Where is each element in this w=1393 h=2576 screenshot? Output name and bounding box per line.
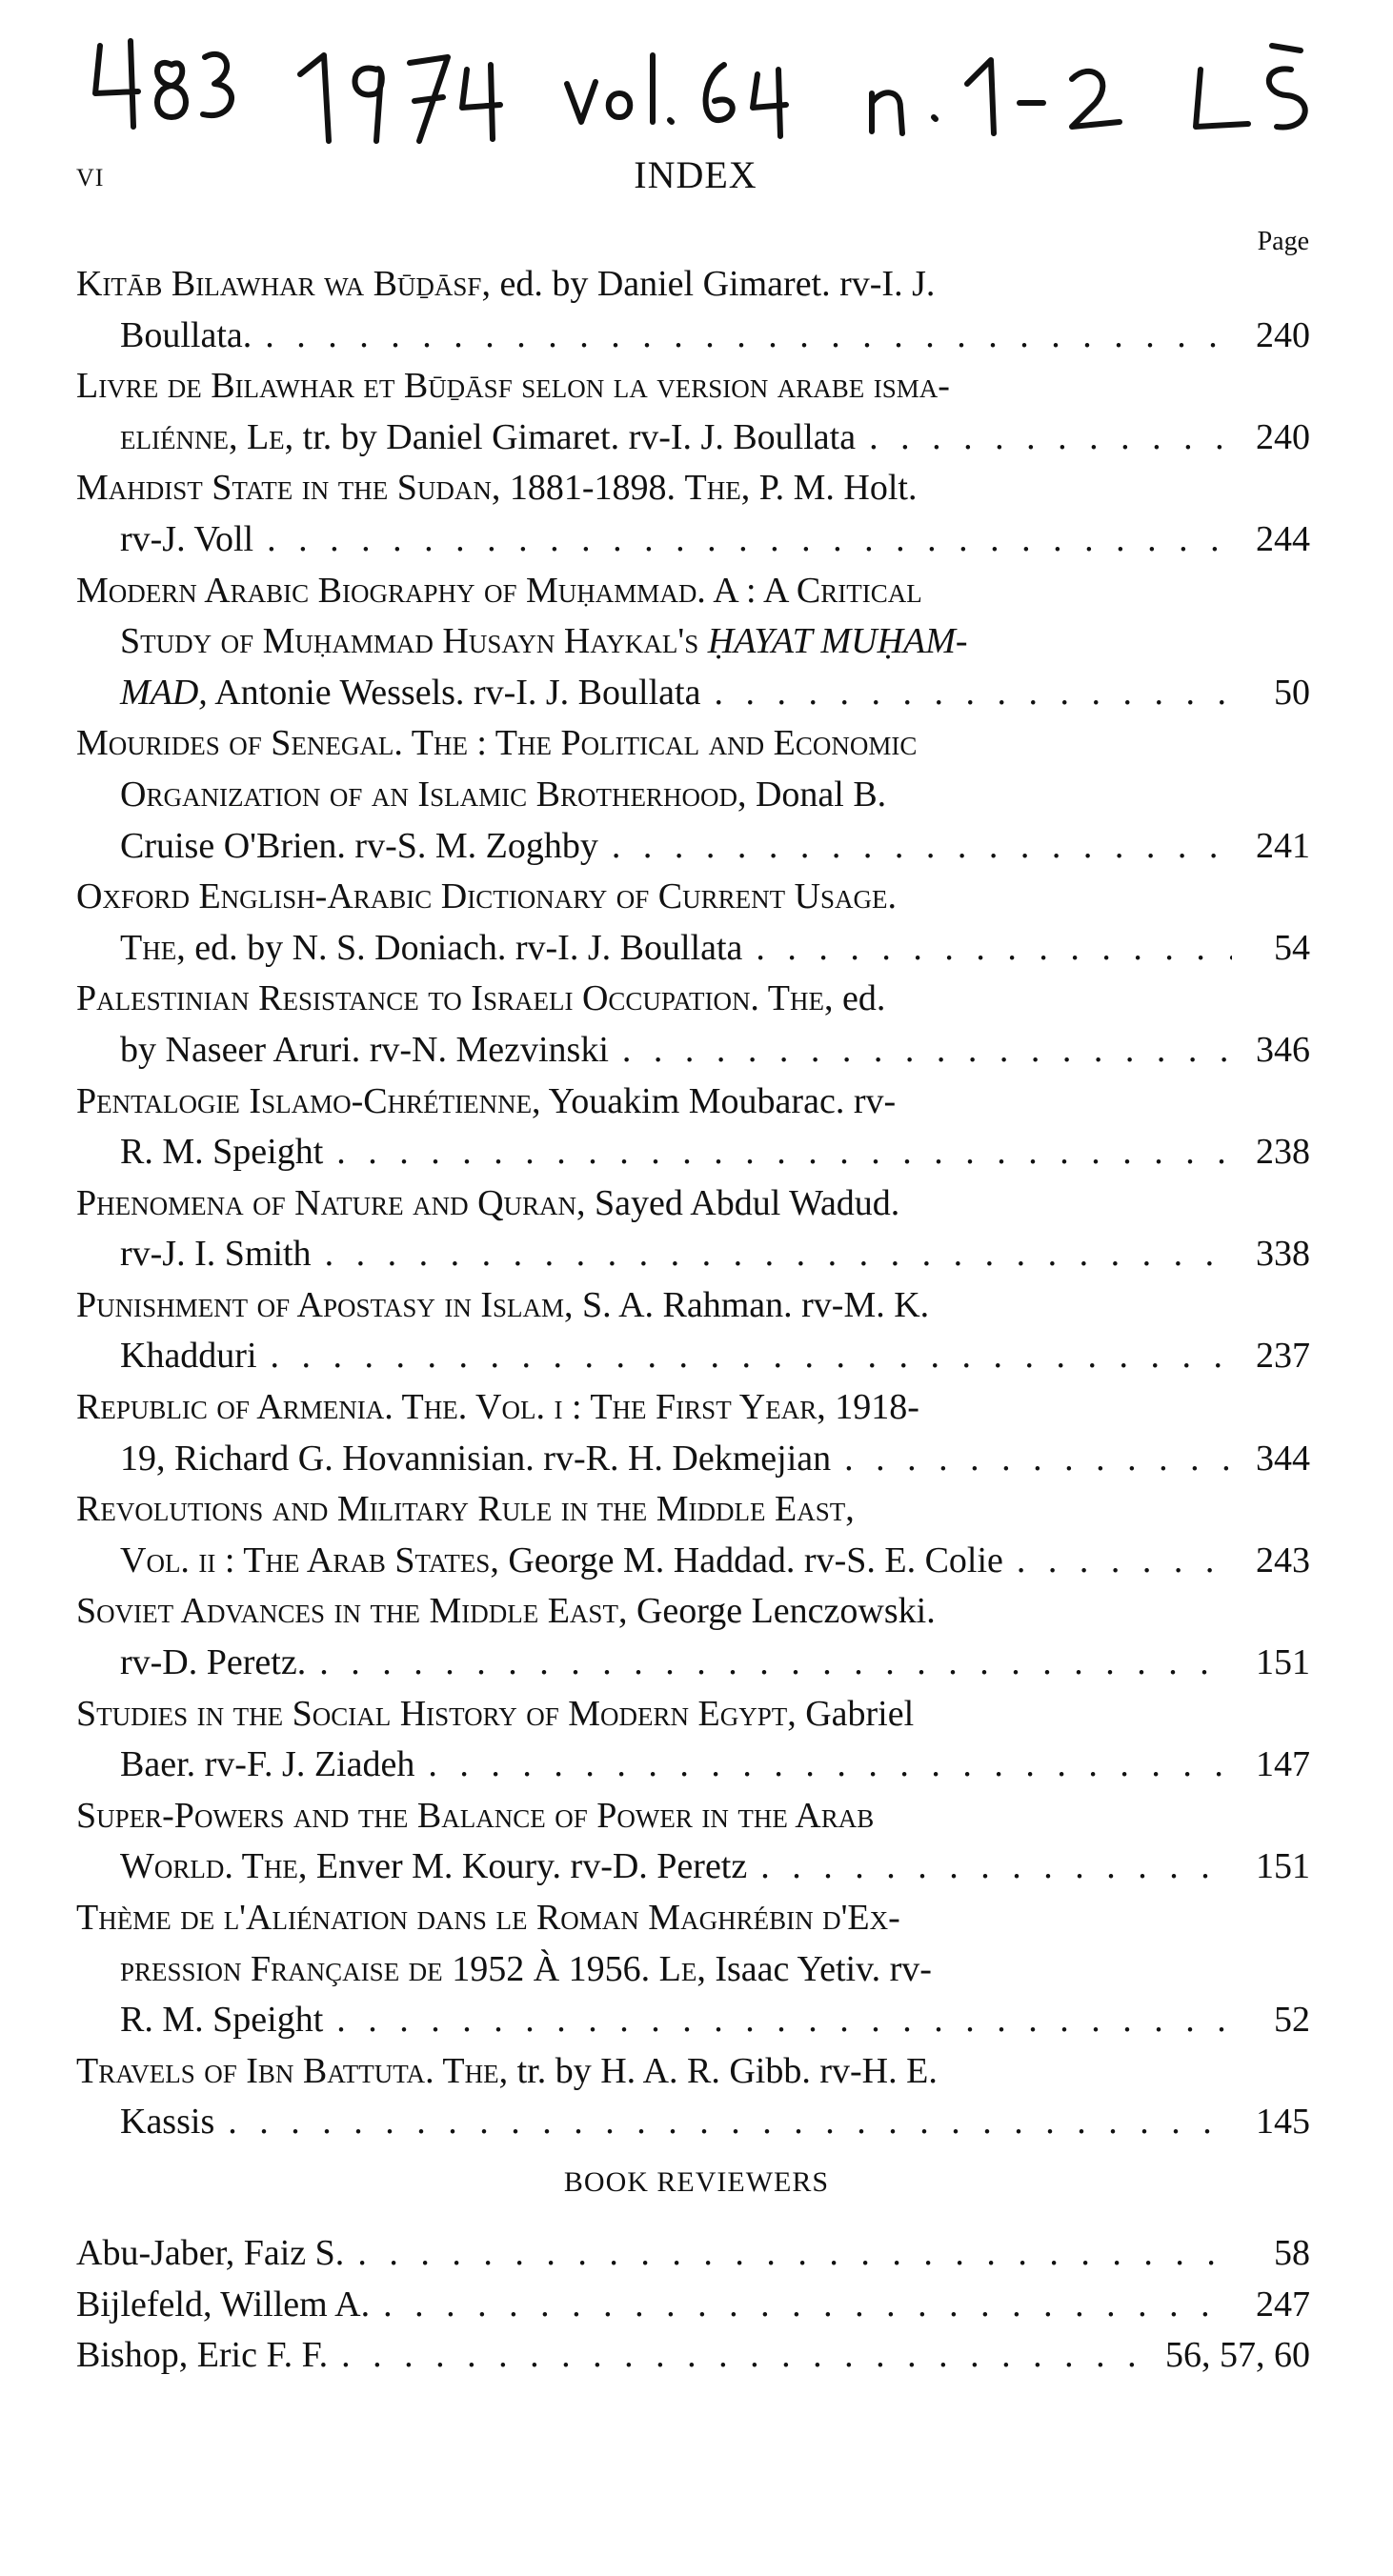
entry-line: [76, 2046, 1310, 2098]
entry-text: [76, 1484, 855, 1536]
entry-text: [120, 1841, 747, 1893]
entry-plain-segment: Baer. rv-F. J. Ziadeh: [120, 1744, 415, 1785]
entry-title-segment: World. The,: [120, 1846, 308, 1887]
leader-dots: [253, 514, 1232, 566]
entry-plain-segment: George Lenczowski.: [627, 1591, 936, 1632]
leader-dots: [370, 2284, 1232, 2325]
entry-text: [120, 923, 742, 975]
entry-text: [120, 413, 856, 464]
leader-dots: [252, 311, 1232, 362]
entry-line: [76, 1382, 1310, 1434]
index-entries: [76, 259, 1310, 2148]
entry-line: [76, 1280, 1310, 1332]
entry-title-segment: Modern Arabic Biography of Muḥammad. A : A Critical: [76, 570, 922, 611]
entry-plain-segment: Youakim Moubarac. rv-: [540, 1080, 897, 1121]
index-entry: [76, 1280, 1310, 1382]
entry-plain-segment: Cruise O'Brien. rv-S. M. Zoghby: [120, 825, 598, 866]
entry-line: [76, 923, 1310, 975]
entry-text: [120, 311, 252, 362]
entry-plain-segment: ed. by N. S. Doniach. rv-I. J. Boullata: [185, 927, 743, 968]
entry-title-segment: Organization of an Islamic Brotherhood,: [120, 774, 747, 815]
book-reviewers-list: [76, 2232, 1310, 2385]
leader-dots: [312, 1229, 1232, 1280]
entry-text: [76, 1791, 874, 1842]
entry-text: [76, 974, 885, 1025]
reviewer-pages: 58: [1274, 2233, 1310, 2273]
entry-line: [76, 1077, 1310, 1128]
index-entry: [76, 1382, 1310, 1484]
entry-text: [120, 1740, 414, 1791]
entry-line: [76, 1893, 1310, 1944]
entry-plain-segment: rv-J. Voll: [120, 518, 254, 559]
entry-line: [76, 1791, 1310, 1842]
entry-plain-segment: Boullata.: [120, 314, 252, 355]
entry-plain-segment: tr. by Daniel Gimaret. rv-I. J. Boullata: [293, 416, 857, 457]
leader-dots: [328, 2334, 1154, 2376]
entry-line: [76, 1229, 1310, 1280]
entry-text: [120, 514, 253, 566]
entry-text: [120, 1229, 312, 1280]
index-entry: [76, 1586, 1310, 1688]
entry-italic-segment: ḤAYAT MUḤAM-: [698, 621, 968, 662]
entry-plain-segment: Antonie Wessels. rv-I. J. Boullata: [207, 672, 701, 713]
index-entry: [76, 1178, 1310, 1280]
entry-title-segment: Palestinian Resistance to Israeli Occupation. The,: [76, 978, 834, 1019]
entry-text: [120, 616, 968, 668]
entry-title-segment: pression Française de: [120, 1948, 443, 1989]
entry-line: [76, 1689, 1310, 1741]
reviewer-row: [76, 2334, 1310, 2385]
index-entry: [76, 566, 1310, 719]
entry-text: [76, 1689, 914, 1741]
entry-text: [76, 1280, 929, 1332]
entry-line: [76, 566, 1310, 617]
entry-plain-segment: Kassis: [120, 2102, 215, 2143]
entry-text: [120, 1025, 609, 1077]
leader-dots: [700, 668, 1232, 719]
entry-line: [76, 1638, 1310, 1689]
entry-line: [76, 974, 1310, 1025]
reviewer-pages: 247: [1256, 2284, 1310, 2324]
entry-plain-segment: tr. by H. A. R. Gibb. rv-H. E.: [508, 2050, 938, 2091]
entry-plain-segment: 19, Richard G. Hovannisian. rv-R. H. Dekmejian: [120, 1438, 832, 1479]
leader-dots: [856, 413, 1232, 464]
entry-title-segment: Republic of Armenia. The. Vol. i : The First Year,: [76, 1387, 826, 1428]
entry-plain-segment: 1918-: [825, 1387, 919, 1428]
entry-title-segment: Oxford English-Arabic Dictionary of Current Usage.: [76, 876, 898, 917]
entry-title-segment: Study of Muḥammad Husayn Haykal's: [120, 621, 699, 662]
entry-text: [76, 1382, 919, 1434]
reviewer-row: [76, 2284, 1310, 2335]
entry-title-segment: Travels of Ibn Battuta. The,: [76, 2050, 509, 2091]
entry-plain-segment: rv-D. Peretz.: [120, 1642, 307, 1683]
leader-dots: [747, 1841, 1232, 1893]
entry-text: [120, 1434, 831, 1485]
index-entry: [76, 1893, 1310, 2046]
entry-line: [76, 1944, 1310, 1996]
entry-text: [76, 872, 897, 923]
entry-plain-segment: Khadduri: [120, 1336, 257, 1377]
entry-line: [76, 770, 1310, 821]
entry-line: [76, 616, 1310, 668]
index-entry: [76, 974, 1310, 1076]
entry-title-segment: À: [533, 1948, 560, 1989]
reviewer-row: [76, 2232, 1310, 2284]
entry-text: [76, 1178, 899, 1230]
entry-line: [76, 1178, 1310, 1230]
entry-text: [76, 463, 917, 514]
entry-title-segment: Thème de l'Aliénation dans le Roman Maghrébin d'Ex-: [76, 1898, 900, 1938]
entry-page-number: 238: [1256, 1132, 1310, 1173]
entry-text: [120, 821, 598, 873]
entry-text: [120, 1995, 323, 2046]
entry-line: [76, 1127, 1310, 1178]
entry-line: [76, 463, 1310, 514]
entry-title-segment: The,: [684, 468, 751, 509]
index-entry: [76, 259, 1310, 361]
entry-text: [120, 1331, 257, 1382]
entry-plain-segment: George M. Haddad. rv-S. E. Colie: [498, 1540, 1003, 1580]
entry-plain-segment: R. M. Speight: [120, 2000, 324, 2041]
book-reviewers-heading: BOOK REVIEWERS: [563, 2166, 830, 2198]
entry-line: [76, 1536, 1310, 1587]
entry-text: [76, 1893, 900, 1944]
entry-plain-segment: S. A. Rahman. rv-M. K.: [573, 1284, 930, 1325]
entry-page-number: 237: [1256, 1336, 1310, 1377]
index-entry: [76, 872, 1310, 974]
entry-title-segment: Super-Powers and the Balance of Power in the Arab: [76, 1795, 875, 1836]
entry-page-number: 346: [1256, 1029, 1310, 1070]
entry-title-segment: Studies in the Social History of Modern Egypt,: [76, 1693, 797, 1734]
entry-line: [76, 259, 1310, 311]
leader-dots: [323, 1127, 1232, 1178]
entry-page-number: 241: [1256, 825, 1310, 866]
entry-text: [120, 668, 700, 719]
entry-title-segment: Phenomena of Nature and Quran,: [76, 1182, 586, 1223]
entry-page-number: 344: [1256, 1438, 1310, 1479]
entry-text: [120, 1638, 306, 1689]
index-entry: [76, 1484, 1310, 1586]
entry-text: [120, 1127, 323, 1178]
entry-plain-segment: Isaac Yetiv. rv-: [705, 1948, 932, 1989]
entry-page-number: 240: [1256, 416, 1310, 457]
entry-plain-segment: ed. by Daniel Gimaret. rv-I. J.: [490, 264, 936, 304]
entry-line: [76, 413, 1310, 464]
entry-text: [120, 1536, 1003, 1587]
entry-plain-segment: Sayed Abdul Wadud.: [585, 1182, 900, 1223]
entry-line: [76, 1331, 1310, 1382]
entry-plain-segment: ed.: [833, 978, 886, 1019]
index-entry: [76, 1689, 1310, 1791]
entry-line: [76, 514, 1310, 566]
entry-page-number: 147: [1256, 1744, 1310, 1785]
index-entry: [76, 463, 1310, 565]
entry-page-number: 54: [1274, 927, 1310, 968]
entry-title-segment: Livre de Bilawhar et Būḏāsf selon la version arabe isma-: [76, 366, 950, 407]
index-entry: [76, 1791, 1310, 1893]
leader-dots: [609, 1025, 1232, 1077]
entry-line: [76, 872, 1310, 923]
entry-line: [76, 1995, 1310, 2046]
entry-line: [76, 1434, 1310, 1485]
entry-title-segment: Soviet Advances in the Middle East,: [76, 1591, 628, 1632]
entry-text: [76, 718, 917, 770]
entry-line: [76, 1484, 1310, 1536]
entry-plain-segment: 1956.: [559, 1948, 659, 1989]
entry-title-segment: Revolutions and Military Rule in the Middle East,: [76, 1489, 855, 1530]
entry-page-number: 243: [1256, 1540, 1310, 1580]
entry-text: [120, 1944, 932, 1996]
entry-text: [76, 361, 950, 413]
leader-dots: [831, 1434, 1232, 1485]
entry-text: [76, 259, 935, 311]
entry-text: [76, 566, 922, 617]
entry-page-number: 52: [1274, 2000, 1310, 2041]
entry-page-number: 338: [1256, 1234, 1310, 1275]
entry-text: [76, 1586, 936, 1638]
entry-plain-segment: Enver M. Koury. rv-D. Peretz: [307, 1846, 748, 1887]
entry-line: [76, 361, 1310, 413]
entry-line: [76, 311, 1310, 362]
page-column-label: Page: [1257, 227, 1309, 256]
entry-text: [120, 770, 886, 821]
leader-dots: [214, 2097, 1232, 2148]
entry-line: [76, 668, 1310, 719]
entry-page-number: 151: [1256, 1642, 1310, 1683]
entry-plain-segment: 1881-1898.: [500, 468, 685, 509]
entry-plain-segment: by Naseer Aruri. rv-N. Mezvinski: [120, 1029, 609, 1070]
entry-plain-segment: R. M. Speight: [120, 1132, 324, 1173]
index-entry: [76, 2046, 1310, 2148]
page-folio: VI: [76, 164, 105, 191]
entry-text: [76, 2046, 938, 2098]
entry-italic-segment: MAD,: [120, 672, 208, 713]
entry-title-segment: Le,: [658, 1948, 706, 1989]
entry-line: [76, 1841, 1310, 1893]
entry-line: [76, 1740, 1310, 1791]
entry-title-segment: Mahdist State in the Sudan,: [76, 468, 501, 509]
page-title: INDEX: [634, 153, 757, 196]
reviewer-name: Bishop, Eric F. F.: [76, 2335, 329, 2376]
entry-page-number: 151: [1256, 1846, 1310, 1887]
entry-title-segment: Pentalogie Islamo-Chrétienne,: [76, 1080, 541, 1121]
entry-text: [76, 1077, 896, 1128]
entry-plain-segment: P. M. Holt.: [750, 468, 918, 509]
entry-line: [76, 718, 1310, 770]
leader-dots: [742, 923, 1232, 975]
entry-title-segment: The,: [120, 927, 186, 968]
leader-dots: [414, 1740, 1232, 1791]
entry-page-number: 240: [1256, 314, 1310, 355]
index-entry: [76, 361, 1310, 463]
leader-dots: [257, 1331, 1232, 1382]
leader-dots: [344, 2232, 1232, 2274]
entry-title-segment: Punishment of Apostasy in Islam,: [76, 1284, 574, 1325]
entry-title-segment: eliénne, Le,: [120, 416, 294, 457]
entry-plain-segment: rv-J. I. Smith: [120, 1234, 312, 1275]
entry-line: [76, 821, 1310, 873]
leader-dots: [598, 821, 1232, 873]
entry-title-segment: Mourides of Senegal. The : The Political and Economic: [76, 723, 918, 764]
reviewer-name: Abu-Jaber, Faiz S.: [76, 2233, 345, 2273]
leader-dots: [306, 1638, 1232, 1689]
entry-page-number: 50: [1274, 672, 1310, 713]
entry-text: [120, 2097, 214, 2148]
entry-line: [76, 1586, 1310, 1638]
reviewer-pages: 56, 57, 60: [1165, 2335, 1310, 2376]
reviewer-name: Bijlefeld, Willem A.: [76, 2284, 371, 2324]
index-entry: [76, 1077, 1310, 1178]
entry-title-segment: Vol. ii : The Arab States,: [120, 1540, 499, 1580]
entry-line: [76, 1025, 1310, 1077]
leader-dots: [1003, 1536, 1232, 1587]
leader-dots: [323, 1995, 1232, 2046]
entry-line: [76, 2097, 1310, 2148]
entry-plain-segment: Donal B.: [746, 774, 887, 815]
entry-title-segment: Kitāb Bilawhar wa Būḏāsf,: [76, 264, 491, 304]
entry-page-number: 145: [1256, 2102, 1310, 2143]
handwritten-call-number: [91, 27, 1329, 151]
entry-plain-segment: 1952: [442, 1948, 534, 1989]
running-header: [76, 152, 1315, 210]
index-entry: [76, 718, 1310, 872]
entry-page-number: 244: [1256, 518, 1310, 559]
entry-plain-segment: Gabriel: [796, 1693, 915, 1734]
